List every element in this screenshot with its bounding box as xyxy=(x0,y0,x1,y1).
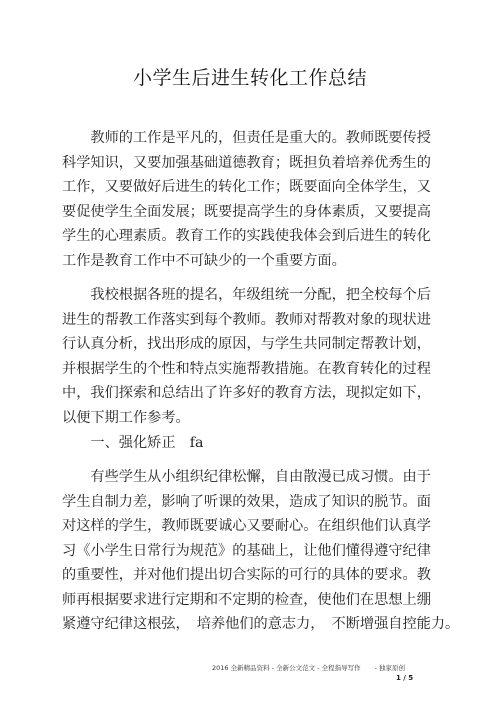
paragraph-line: 并根据学生的个性和特点实施帮教措施。在教育转化的过程 xyxy=(62,360,431,377)
paragraph-line: 要促使学生全面发展；既要提高学生的身体素质，又要提高 xyxy=(62,203,431,220)
paragraph-line: 行认真分析，找出形成的原因，与学生共同制定帮教计划， xyxy=(62,336,431,352)
paragraph-line: 师再根据要求进行定期和不定期的检查，使他们在思想上绷 xyxy=(62,591,431,608)
paragraph-line: 教师的工作是平凡的，但责任是重大的。教师既要传授 xyxy=(62,130,431,146)
paragraph-line: 学生的心理素质。教育工作的实践使我体会到后进生的转化 xyxy=(62,228,431,244)
footer-right-text: - 独家原创 xyxy=(374,664,405,672)
section-heading xyxy=(62,431,414,456)
footer-left-text: 2016 全新精品资料 - 全新公文范文 - 全程指导写作 xyxy=(212,664,361,672)
section-heading-text: 一、强化矫正 fa xyxy=(62,435,204,451)
paragraph-line: 对这样的学生，教师既要诚心又要耐心。在组织他们认真学 xyxy=(62,518,431,534)
paragraph-line: 的重要性，并对他们提出切合实际的可行的具体的要求。教 xyxy=(62,567,431,583)
document-title: 小学生后进生转化工作总结 xyxy=(132,67,367,89)
paragraph-2 xyxy=(62,283,431,430)
paragraph-line: 有些学生从小组织纪律松懈，自由散漫已成习惯。由于 xyxy=(62,469,431,485)
paragraph-line: 我校根据各班的提名，年级组统一分配，把全校每个后 xyxy=(62,287,431,303)
paragraph-line: 以便下期工作参考。 xyxy=(62,409,190,426)
paragraph-line: 工作是教育工作中不可缺少的一个重要方面。 xyxy=(62,252,346,269)
page-footer xyxy=(212,663,405,672)
paragraph-1 xyxy=(62,126,431,273)
paragraph-line: 习《小学生日常行为规范》的基础上，让他们懂得遵守纪律 xyxy=(62,542,431,559)
paragraph-line: 科学知识，又要加强基础道德教育；既担负着培养优秀生的 xyxy=(62,154,431,171)
page-number: 1 / 5 xyxy=(396,674,414,682)
paragraph-line: 中，我们探索和总结出了许多好的教育方法，现拟定如下， xyxy=(62,385,431,401)
paragraph-line: 工作，又要做好后进生的转化工作；既要面向全体学生，又 xyxy=(62,179,431,195)
paragraph-3 xyxy=(62,465,460,637)
paragraph-line: 学生自制力差，影响了听课的效果，造成了知识的脱节。面 xyxy=(62,493,431,510)
paragraph-line: 进生的帮教工作落实到每个教师。教师对帮教对象的现状进 xyxy=(62,311,431,328)
paragraph-line: 紧遵守纪律这根弦， 培养他们的意志力， 不断增强自控能力。 xyxy=(62,616,460,632)
